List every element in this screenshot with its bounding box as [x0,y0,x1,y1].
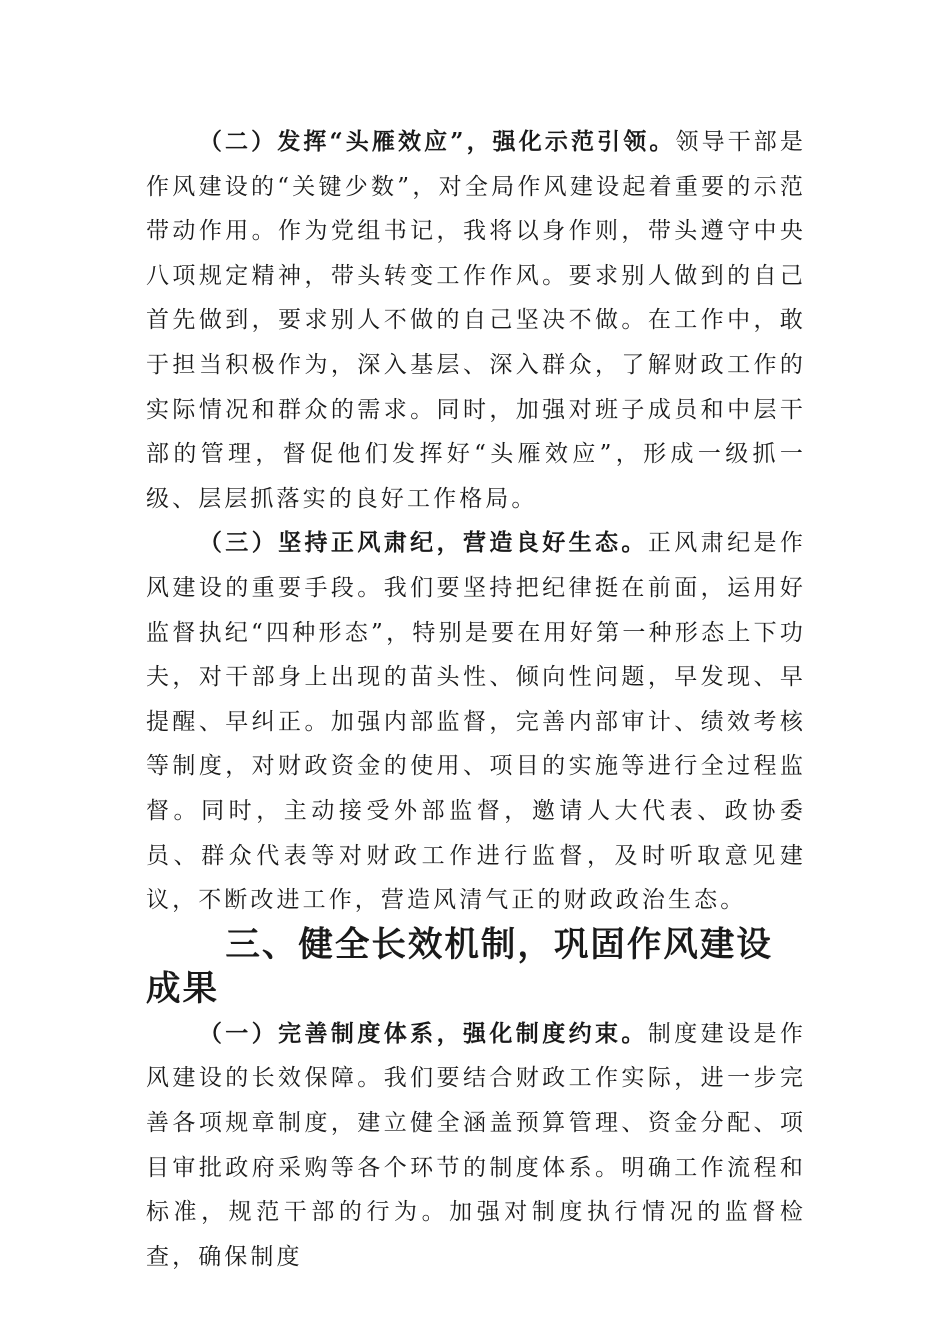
paragraph-body: 制度建设是作风建设的长效保障。我们要结合财政工作实际，进一步完善各项规章制度，建立健全涵盖预算管理、资金分配、项目审批政府采购等各个环节的制度体系。明确工作流程和标准，规范干部的行为。加强对制度执行情况的监督检查，确保制度 [146,1020,806,1270]
paragraph-discipline [146,521,806,922]
paragraph-lead: （二）发挥“头雁效应”，强化示范引领。 [198,128,676,155]
paragraph-body: 领导干部是作风建设的“关键少数”，对全局作风建设起着重要的示范带动作用。作为党组书记，我将以身作则，带头遵守中央八项规定精神，带头转变工作作风。要求别人做到的自己首先做到，要求别人不做的自己坚决不做。在工作中，敢于担当积极作为，深入基层、深入群众，了解财政工作的实际情况和群众的需求。同时，加强对班子成员和中层干部的管理，督促他们发挥好“头雁效应”，形成一级抓一级、层层抓落实的良好工作格局。 [146,129,807,512]
paragraph-lead: （一）完善制度体系，强化制度约束。 [198,1019,648,1047]
paragraph-lead: （三）坚持正风肃纪，营造良好生态。 [198,529,648,557]
paragraph-lead-goose-effect [146,120,806,521]
paragraph-institution-system [146,1012,806,1280]
paragraph-body: 正风肃纪是作风建设的重要手段。我们要坚持把纪律挺在前面，运用好监督执纪“四种形态”，特别是要在用好第一种形态上下功夫，对干部身上出现的苗头性、倾向性问题，早发现、早提醒、早纠正。加强内部监督，完善内部审计、绩效考核等制度，对财政资金的使用、项目的实施等进行全过程监督。同时，主动接受外部监督，邀请人大代表、政协委员、群众代表等对财政工作进行监督，及时听取意见建议，不断改进工作，营造风清气正的财政政治生态。 [146,530,806,914]
section-heading: 三、健全长效机制，巩固作风建设成果 [146,924,773,1010]
document-page [146,120,806,1279]
